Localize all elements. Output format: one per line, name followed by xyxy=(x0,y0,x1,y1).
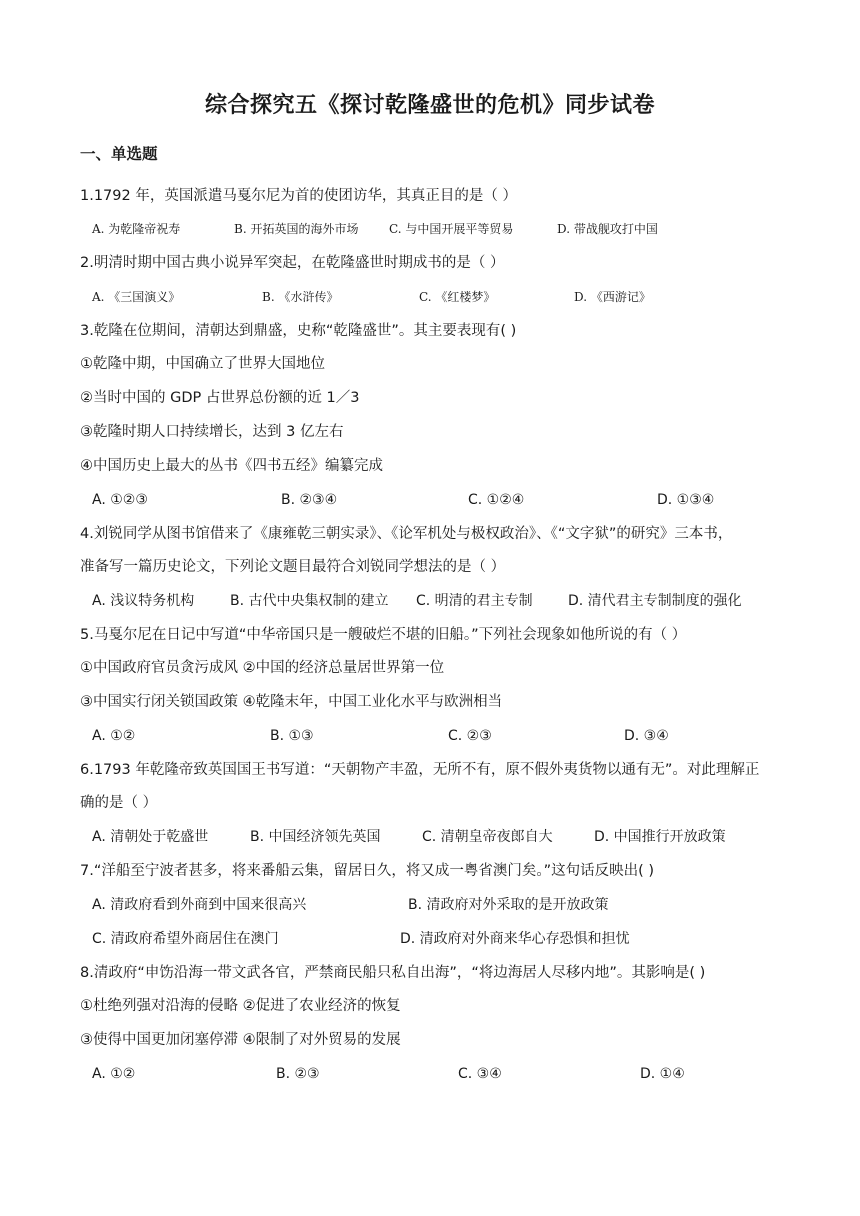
question-8-stem: 8.清政府“申饬沿海一带文武各官，严禁商民船只私自出海”，“将边海居人尽移内地”。其影响是( ) xyxy=(80,965,706,981)
option-b: B. ②③④ xyxy=(281,492,338,508)
section-heading: 一、单选题 xyxy=(80,145,158,163)
option-b: B. 《水浒传》 xyxy=(262,290,339,304)
option-a: A. ①② xyxy=(92,728,136,744)
option-d: D. 《西游记》 xyxy=(574,290,651,304)
question-8-statement: ①杜绝列强对沿海的侵略 ②促进了农业经济的恢复 xyxy=(80,998,401,1014)
question-3-statement: ②当时中国的 GDP 占世界总份额的近 1／3 xyxy=(80,390,360,406)
option-a: A. ①②③ xyxy=(92,492,148,508)
option-a: A. 《三国演义》 xyxy=(92,290,181,304)
question-2-stem: 2.明清时期中国古典小说异军突起，在乾隆盛世时期成书的是（ ） xyxy=(80,255,505,271)
option-d: D. ①④ xyxy=(640,1066,685,1082)
option-d: D. 清政府对外商来华心存恐惧和担忧 xyxy=(400,931,630,947)
option-c: C. 清朝皇帝夜郎自大 xyxy=(422,829,553,845)
question-5-statement: ①中国政府官员贪污成风 ②中国的经济总量居世界第一位 xyxy=(80,660,445,676)
option-b: B. 开拓英国的海外市场 xyxy=(234,222,359,236)
question-3-statement: ③乾隆时期人口持续增长，达到 3 亿左右 xyxy=(80,424,344,440)
option-b: B. ①③ xyxy=(270,728,314,744)
option-b: B. 中国经济领先英国 xyxy=(250,829,381,845)
question-7-stem: 7.“洋船至宁波者甚多，将来番船云集，留居日久，将又成一粤省澳门矣。”这句话反映出( ) xyxy=(80,863,655,879)
question-6-stem-continued: 确的是（ ） xyxy=(80,795,158,811)
question-4-stem: 4.刘锐同学从图书馆借来了《康雍乾三朝实录》、《论军机处与极权政治》、《“文字狱”的研究》三本书， xyxy=(80,526,733,542)
option-d: D. ①③④ xyxy=(657,492,715,508)
option-d: D. ③④ xyxy=(624,728,669,744)
option-c: C. 与中国开展平等贸易 xyxy=(389,222,514,236)
option-a: A. 清政府看到外商到中国来很高兴 xyxy=(92,897,307,913)
option-c: C. ②③ xyxy=(448,728,492,744)
option-a: A. 浅议特务机构 xyxy=(92,593,195,609)
option-c: C. 清政府希望外商居住在澳门 xyxy=(92,931,279,947)
option-b: B. ②③ xyxy=(276,1066,320,1082)
option-d: D. 中国推行开放政策 xyxy=(594,829,726,845)
question-5-statement: ③中国实行闭关锁国政策 ④乾隆末年，中国工业化水平与欧洲相当 xyxy=(80,694,503,710)
option-d: D. 带战舰攻打中国 xyxy=(557,222,658,236)
page-title: 综合探究五《探讨乾隆盛世的危机》同步试卷 xyxy=(204,93,655,118)
question-5-stem: 5.马戛尔尼在日记中写道“中华帝国只是一艘破烂不堪的旧船。”下列社会现象如他所说的有（ ） xyxy=(80,627,687,643)
question-3-stem: 3.乾隆在位期间，清朝达到鼎盛，史称“乾隆盛世”。其主要表现有( ) xyxy=(80,323,517,339)
option-c: C. 明清的君主专制 xyxy=(416,593,533,609)
question-3-statement: ①乾隆中期，中国确立了世界大国地位 xyxy=(80,356,325,372)
option-c: C. 《红楼梦》 xyxy=(419,290,496,304)
option-a: A. 清朝处于乾盛世 xyxy=(92,829,209,845)
option-a: A. ①② xyxy=(92,1066,136,1082)
option-d: D. 清代君主专制制度的强化 xyxy=(568,593,742,609)
option-b: B. 清政府对外采取的是开放政策 xyxy=(408,897,609,913)
question-6-stem: 6.1793 年乾隆帝致英国国王书写道：“天朝物产丰盈，无所不有，原不假外夷货物以通有无”。对此理解正 xyxy=(80,762,760,778)
option-c: C. ①②④ xyxy=(468,492,525,508)
question-3-statement: ④中国历史上最大的丛书《四书五经》编纂完成 xyxy=(80,458,383,474)
option-c: C. ③④ xyxy=(458,1066,502,1082)
question-4-stem-continued: 准备写一篇历史论文，下列论文题目最符合刘锐同学想法的是（ ） xyxy=(80,559,506,575)
question-1-stem: 1.1792 年，英国派遣马戛尔尼为首的使团访华，其真正目的是（ ） xyxy=(80,188,517,204)
option-a: A. 为乾隆帝祝寿 xyxy=(92,222,181,236)
question-8-statement: ③使得中国更加闭塞停滞 ④限制了对外贸易的发展 xyxy=(80,1032,401,1048)
option-b: B. 古代中央集权制的建立 xyxy=(230,593,389,609)
